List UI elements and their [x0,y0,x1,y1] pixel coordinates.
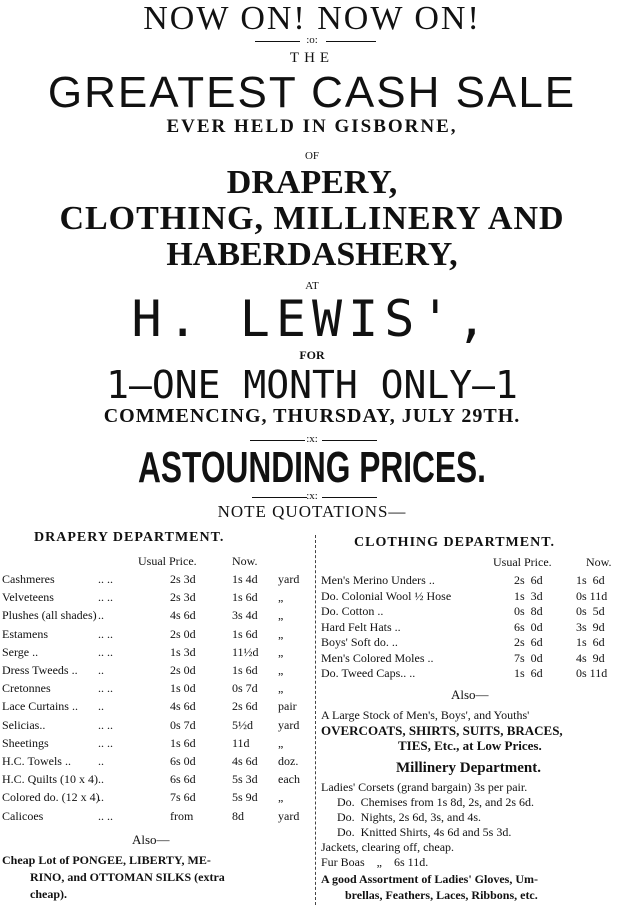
drapery-item-usual-price: 4s 6d [170,608,196,623]
drapery-item-name: H.C. Towels .. [2,754,71,768]
drapery-item-now-price: 8d [232,808,244,823]
main-title: GREATEST CASH SALE [47,68,577,117]
drapery-item-unit: pair [278,699,297,714]
clothing-col-now: Now. [586,555,612,569]
clothing-item-usual-price: 7s 0d [514,650,543,665]
drapery-footer-line-3: cheap). [30,887,67,901]
drapery-item-now-price: 1s 6d [232,590,258,605]
clothing-item-now-price: 3s 9d [576,619,605,634]
clothing-heading: CLOTHING DEPARTMENT. [354,535,556,550]
drapery-item-now-price: 11d [232,735,250,750]
for-label: FOR [299,348,325,362]
drapery-item-unit: each [278,772,300,787]
clothing-item-usual-price: 2s 6d [514,635,543,649]
drapery-item-name: Colored do. (12 x 4) [2,790,100,805]
drapery-item-now-price: 5s 9d [232,790,258,805]
drapery-item-usual-price: 4s 6d [170,699,196,714]
clothing-line: CLOTHING, MILLINERY AND [59,200,565,237]
millinery-heading: Millinery Department. [396,760,541,776]
drapery-item-unit: yard [278,572,300,586]
drapery-item-dots: .. .. [98,572,113,586]
drapery-item-usual-price: 1s 3d [170,644,196,659]
drapery-item-unit: yard [278,717,300,732]
one-month-line: 1–ONE MONTH ONLY–1 [106,363,518,407]
drapery-item-name: Velveteens [2,590,54,605]
drapery-item-name: Estamens [2,626,48,641]
commencing-line: COMMENCING, THURSDAY, JULY 29TH. [103,405,521,427]
drapery-item-name: Dress Tweeds .. [2,663,78,677]
clothing-item-usual-price: 6s 0d [514,619,543,634]
drapery-item-usual-price: 6s 0d [170,754,196,768]
drapery-item-name: Lace Curtains .. [2,699,78,714]
drapery-item-unit: „ [278,626,284,641]
drapery-item-usual-price: 2s 0d [170,663,196,677]
millinery-line: Jackets, clearing off, cheap. [321,840,455,854]
drapery-item-unit: „ [278,608,284,623]
drapery-item-dots: .. [98,663,104,677]
separator-rule-right [326,41,376,42]
millinery-footer-line-2: brellas, Feathers, Laces, Ribbons, etc. [345,888,538,902]
clothing-stock-line-2: OVERCOATS, SHIRTS, SUITS, BRACES, [321,723,563,738]
astounding-prices: ASTOUNDING PRICES. [138,443,486,492]
drapery-item-dots: .. .. [98,735,113,750]
millinery-line: Do. Knitted Shirts, 4s 6d and 5s 3d. [337,825,512,839]
drapery-item-usual-price: 2s 3d [170,572,196,586]
drapery-item-now-price: 1s 4d [232,572,258,586]
drapery-item-now-price: 11½d [232,644,259,659]
drapery-item-usual-price: 6s 6d [170,772,196,787]
drapery-item-dots: .. .. [98,717,113,732]
drapery-item-now-price: 5s 3d [232,772,258,787]
clothing-item-now-price: 0s 11d [576,666,608,680]
clothing-stock-line-1: A Large Stock of Men's, Boys', and Youths' [321,708,530,722]
drapery-item-usual-price: 2s 3d [170,590,196,605]
separator-rule-right-3 [322,497,377,498]
separator-ornament-3: :x: [306,490,318,502]
millinery-line: Fur Boas „ 6s 11d. [321,855,429,869]
drapery-item-dots: .. [98,699,104,714]
clothing-item-now-price: 0s 5d [576,604,605,618]
drapery-item-unit: doz. [278,754,299,768]
millinery-footer-line-1: A good Assortment of Ladies' Gloves, Um- [321,872,538,886]
drapery-item-usual-price: 2s 0d [170,626,196,641]
separator-ornament-2: :x: [306,433,318,445]
at-label: AT [305,280,319,292]
column-divider [315,535,316,905]
clothing-item-now-price: 0s 11d [576,588,608,603]
drapery-item-unit: „ [278,790,284,805]
drapery-item-unit: „ [278,644,284,659]
drapery-item-dots: .. [98,790,104,805]
note-quotations: NOTE QUOTATIONS— [217,502,407,521]
drapery-line: DRAPERY, [226,164,398,201]
drapery-item-name: H.C. Quilts (10 x 4) [2,772,98,787]
clothing-item-name: Hard Felt Hats .. [321,619,401,634]
drapery-item-dots: .. .. [98,681,113,696]
clothing-item-usual-price: 2s 6d [514,573,543,587]
drapery-also: Also— [132,832,170,847]
drapery-item-name: Cretonnes [2,681,51,696]
drapery-item-usual-price: 1s 0d [170,681,196,696]
clothing-item-name: Men's Merino Unders .. [321,573,435,587]
clothing-item-usual-price: 1s 3d [514,588,543,603]
drapery-item-name: Serge .. [2,644,39,659]
drapery-item-name: Selicias.. [2,717,46,732]
clothing-item-now-price: 4s 9d [576,650,605,665]
clothing-item-now-price: 1s 6d [576,573,605,587]
clothing-item-name: Do. Cotton .. [321,604,384,618]
drapery-item-unit: yard [278,808,300,823]
drapery-item-usual-price: from [170,808,194,823]
drapery-footer-line-1: Cheap Lot of PONGEE, LIBERTY, ME- [2,853,211,867]
drapery-footer-line-2: RINO, and OTTOMAN SILKS (extra [30,870,225,884]
clothing-stock-line-3: TIES, Etc., at Low Prices. [398,738,542,753]
drapery-item-unit: „ [278,735,284,750]
drapery-item-now-price: 1s 6d [232,663,258,677]
drapery-item-usual-price: 7s 6d [170,790,196,805]
drapery-col-now: Now. [232,554,258,568]
clothing-item-usual-price: 1s 6d [514,666,543,680]
ever-held-line: EVER HELD IN GISBORNE, [166,116,458,137]
clothing-item-usual-price: 0s 8d [514,604,543,618]
clothing-item-name: Do. Tweed Caps.. .. [321,666,416,680]
drapery-item-now-price: 0s 7d [232,681,258,696]
drapery-item-now-price: 4s 6d [232,754,258,768]
clothing-item-now-price: 1s 6d [576,635,605,649]
merchant-name: H. LEWIS', [131,290,493,348]
drapery-item-dots: .. .. [98,808,113,823]
clothing-also: Also— [451,687,489,702]
drapery-item-dots: .. .. [98,590,113,605]
drapery-col-usual: Usual Price. [138,554,197,568]
clothing-item-name: Boys' Soft do. .. [321,635,398,649]
drapery-item-now-price: 2s 6d [232,699,258,714]
separator-rule-right-2 [322,440,377,441]
drapery-item-now-price: 5½d [232,717,253,732]
the-label: THE [289,50,335,66]
drapery-item-name: Sheetings [2,735,49,750]
drapery-item-unit: „ [278,663,284,677]
drapery-item-name: Plushes (all shades) [2,608,97,623]
drapery-item-dots: .. [98,772,104,787]
drapery-item-dots: .. .. [98,644,113,659]
clothing-col-usual: Usual Price. [493,555,552,569]
millinery-line: Do. Nights, 2s 6d, 3s, and 4s. [337,810,482,824]
drapery-item-now-price: 3s 4d [232,608,258,623]
drapery-item-now-price: 1s 6d [232,626,258,641]
millinery-line: Ladies' Corsets (grand bargain) 3s per pair. [321,780,528,794]
of-label: OF [304,150,320,162]
drapery-item-name: Cashmeres [2,572,55,586]
drapery-heading: DRAPERY DEPARTMENT. [34,530,225,545]
millinery-line: Do. Chemises from 1s 8d, 2s, and 2s 6d. [337,795,534,809]
headline-now-on: NOW ON! NOW ON! [143,0,481,37]
clothing-item-name: Do. Colonial Wool ½ Hose [321,588,452,603]
drapery-item-usual-price: 1s 6d [170,735,196,750]
haberdashery-line: HABERDASHERY, [166,236,458,273]
drapery-item-dots: .. .. [98,626,113,641]
clothing-item-name: Men's Colored Moles .. [321,650,434,665]
drapery-item-dots: .. [98,608,104,623]
drapery-item-name: Calicoes [2,808,44,823]
separator-ornament: :o: [306,34,318,46]
drapery-item-usual-price: 0s 7d [170,717,196,732]
drapery-item-unit: „ [278,590,284,605]
drapery-item-dots: .. [98,754,104,768]
drapery-item-unit: „ [278,681,284,696]
